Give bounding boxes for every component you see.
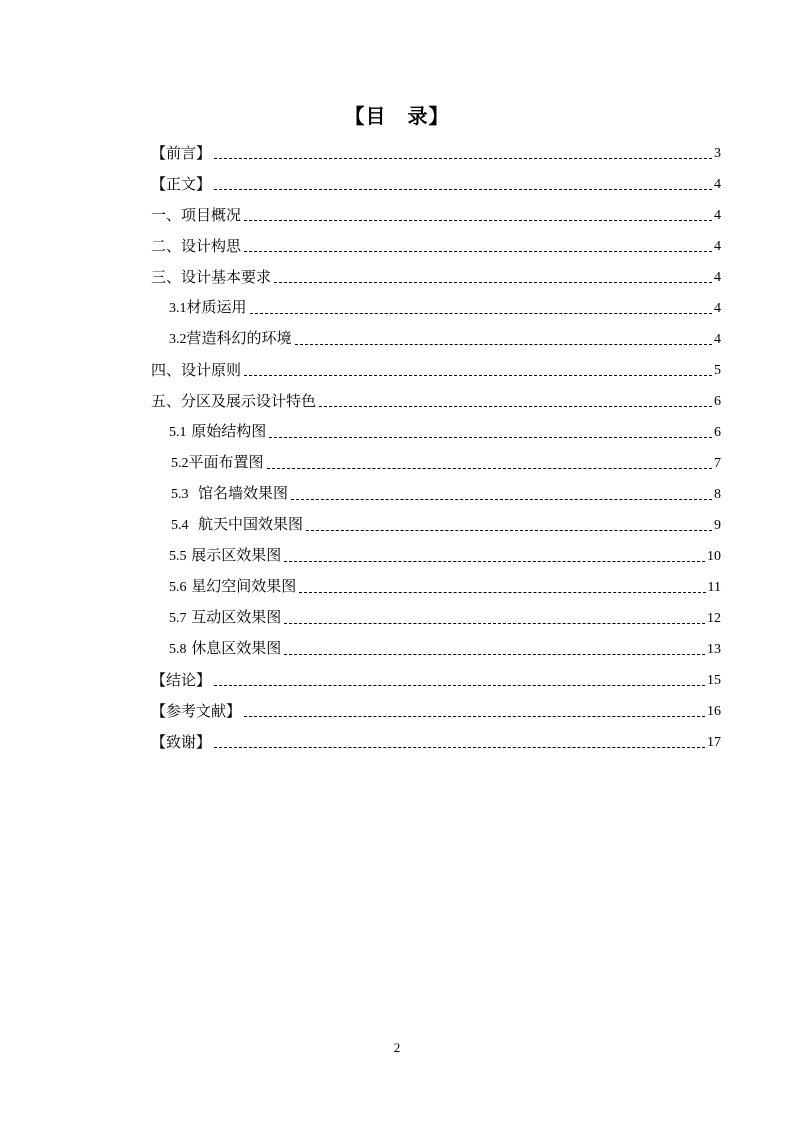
toc-entry-text: 展示区效果图 [186,546,282,564]
toc-entry-title [151,138,211,169]
toc-entry-text: 【结论】 [151,671,212,689]
toc-entry[interactable] [151,169,721,200]
dotted-leader [244,375,712,376]
toc-entry-page: 6 [714,425,721,440]
toc-entry[interactable] [151,200,721,231]
dotted-leader [214,685,705,686]
toc-entry[interactable] [151,293,721,324]
toc-entry-page: 4 [714,301,721,316]
toc-entry-text: 三、设计基本要求 [151,268,272,286]
dotted-leader [214,189,712,190]
dotted-leader [306,530,712,531]
toc-entry-title [151,727,211,758]
toc-entry-number: 5.1 [169,425,187,440]
dotted-leader [267,468,712,469]
toc-entry-title [169,416,266,448]
toc-entry-text: 【参考文献】 [151,702,242,720]
toc-entry-number: 5.4 [171,518,189,533]
toc-entry[interactable] [151,603,721,634]
toc-entry-text: 航天中国效果图 [188,515,304,533]
toc-entry-text: 【前言】 [151,144,212,162]
toc-entry[interactable] [151,386,721,417]
toc-entry[interactable] [151,696,721,727]
toc-entry-title [151,169,211,200]
dotted-leader [291,499,712,500]
toc-entry-page: 17 [707,735,721,750]
toc-entry-title [151,386,316,417]
dotted-leader [244,716,705,717]
toc-entry-title [169,633,281,665]
dotted-leader [299,592,705,593]
dotted-leader [214,158,712,159]
toc-entry-title [151,355,241,386]
dotted-leader [284,561,705,562]
toc-entry-page: 13 [707,642,721,657]
toc-entry-page: 4 [714,177,721,192]
dotted-leader [269,437,712,438]
toc-entry[interactable] [151,417,721,448]
toc-entry-page: 8 [714,487,721,502]
dotted-leader [244,251,712,252]
toc-entry[interactable] [151,510,721,541]
toc-entry-title [171,509,303,541]
dotted-leader [319,406,712,407]
toc-entry-number: 5.3 [171,487,189,502]
dotted-leader [295,344,712,345]
toc-entry-page: 10 [707,549,721,564]
toc-entry-title [151,200,241,231]
toc-entry[interactable] [151,634,721,665]
dotted-leader [274,282,712,283]
toc-entry[interactable] [151,138,721,169]
toc-entry-page: 6 [714,394,721,409]
toc-entry-text: 四、设计原则 [151,361,242,379]
toc-entry-page: 4 [714,270,721,285]
toc-entry-page: 7 [714,456,721,471]
toc-entry-title [169,292,247,324]
toc-entry-page: 11 [707,580,721,595]
dotted-leader [244,220,712,221]
toc-entry[interactable] [151,448,721,479]
toc-entry-title [171,447,264,479]
toc-entry-title [169,540,281,572]
toc-entry-page: 4 [714,208,721,223]
dotted-leader [214,747,705,748]
toc-entry-title [169,602,281,634]
toc-entry-number: 5.7 [169,611,187,626]
toc-entry-page: 3 [714,146,721,161]
table-of-contents [151,138,721,758]
toc-entry[interactable] [151,324,721,355]
toc-entry-text: 五、分区及展示设计特色 [151,392,317,410]
toc-entry[interactable] [151,572,721,603]
toc-entry-title [151,696,241,727]
toc-entry[interactable] [151,541,721,572]
toc-entry[interactable] [151,479,721,510]
toc-entry-title [151,665,211,696]
toc-entry-page: 4 [714,332,721,347]
toc-entry[interactable] [151,262,721,293]
dotted-leader [250,313,712,314]
toc-entry-page: 5 [714,363,721,378]
dotted-leader [284,654,705,655]
toc-entry-text: 馆名墙效果图 [188,484,289,502]
toc-entry-text: 【正文】 [151,175,212,193]
toc-entry-text: 材质运用 [186,298,247,316]
toc-entry[interactable] [151,665,721,696]
toc-entry-title [151,231,241,262]
toc-entry-number: 5.8 [169,642,187,657]
page-number: 2 [393,1040,401,1055]
toc-entry-text: 营造科幻的环境 [186,329,292,347]
toc-entry-text: 平面布置图 [188,453,264,471]
toc-entry[interactable] [151,355,721,386]
toc-entry-page: 9 [714,518,721,533]
toc-entry-number: 5.2 [171,456,189,471]
toc-entry-text: 一、项目概况 [151,206,242,224]
toc-entry[interactable] [151,231,721,262]
toc-entry-number: 5.5 [169,549,187,564]
toc-entry-number: 3.2 [169,332,187,347]
toc-entry-page: 15 [707,673,721,688]
toc-entry-title [169,323,292,355]
toc-entry-number: 5.6 [169,580,187,595]
toc-entry-text: 休息区效果图 [186,639,282,657]
toc-entry-title [169,571,296,603]
toc-entry-title [151,262,271,293]
toc-entry-text: 【致谢】 [151,733,212,751]
toc-entry-page: 12 [707,611,721,626]
toc-entry-text: 星幻空间效果图 [186,577,297,595]
toc-entry-text: 互动区效果图 [186,608,282,626]
toc-entry-page: 16 [707,704,721,719]
toc-entry-page: 4 [714,239,721,254]
toc-entry-text: 原始结构图 [186,422,267,440]
toc-entry-title [171,478,288,510]
toc-entry-number: 3.1 [169,301,187,316]
toc-entry-text: 二、设计构思 [151,237,242,255]
dotted-leader [284,623,705,624]
toc-entry[interactable] [151,727,721,758]
page-title: 【目 录】 [344,104,450,128]
